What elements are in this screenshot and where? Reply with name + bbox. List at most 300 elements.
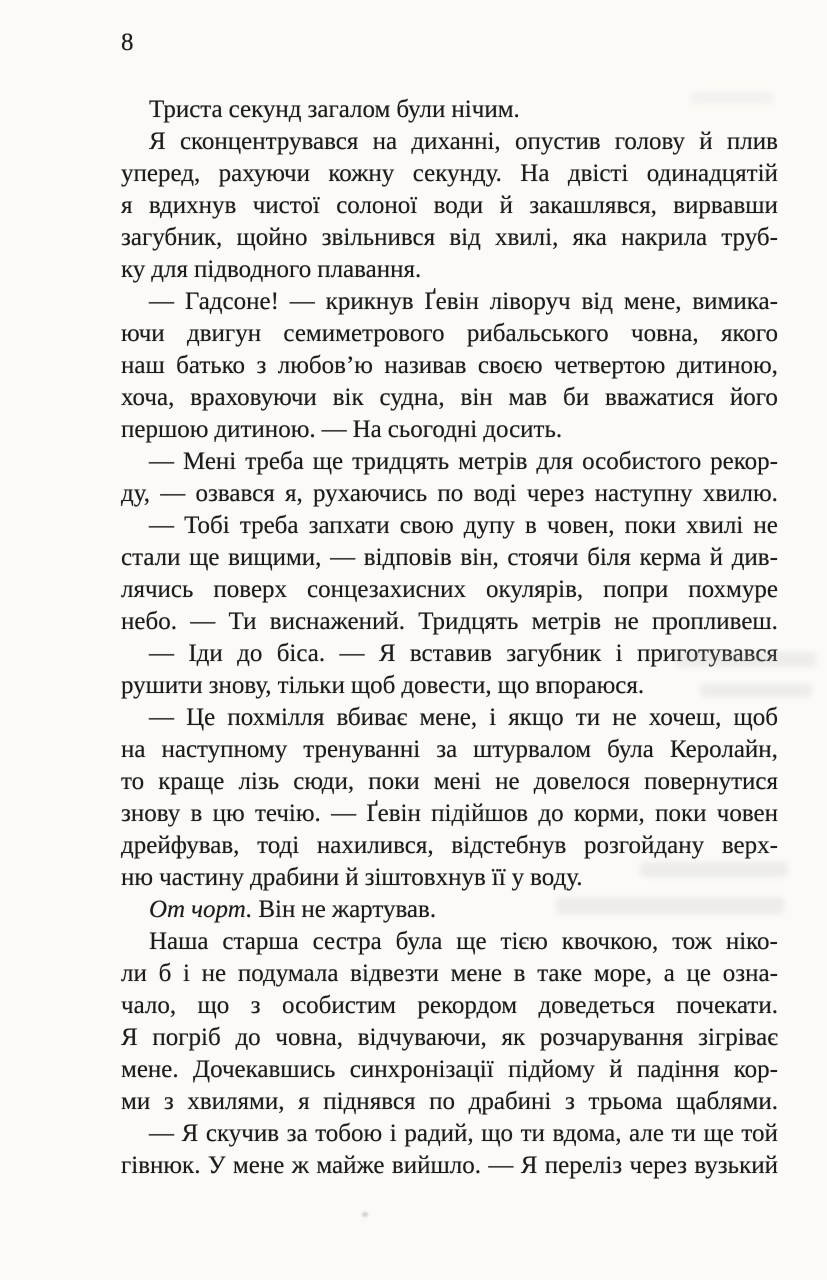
word: якщо: [508, 704, 564, 731]
word: за: [286, 1120, 308, 1147]
word: відстебнув: [451, 832, 567, 859]
word: вузький: [694, 1152, 778, 1179]
word: Він: [258, 896, 296, 923]
word: не: [614, 608, 639, 635]
word: тобою: [315, 1120, 383, 1147]
word: відчуваючи,: [357, 1024, 487, 1051]
word: Я: [181, 1120, 199, 1147]
word: —: [289, 288, 315, 315]
word: човен: [716, 800, 778, 827]
word: див-: [731, 544, 778, 571]
text-line: [121, 542, 778, 574]
word: ще: [189, 544, 220, 571]
word: довелося: [533, 768, 630, 795]
text-line: [121, 414, 778, 446]
word: виснажений.: [269, 608, 405, 635]
text-line: [121, 574, 778, 606]
word: води: [433, 192, 484, 219]
text-line: [121, 126, 778, 158]
word: піднявся: [323, 1088, 416, 1115]
word: диханні,: [411, 128, 501, 155]
word: Тридцять: [418, 608, 519, 635]
word: сестра: [312, 928, 382, 955]
word: кор-: [733, 1056, 778, 1083]
word: через: [526, 480, 585, 507]
word: —: [160, 480, 186, 507]
word: дупу: [463, 512, 515, 539]
word: керма: [639, 544, 701, 571]
word: що: [197, 992, 230, 1019]
word: чистої: [252, 192, 320, 219]
word: секунд: [228, 96, 302, 123]
word: тільки: [277, 672, 345, 699]
word: подумала: [237, 960, 339, 987]
word: вимика-: [692, 288, 778, 315]
word: —: [149, 288, 174, 315]
word: по: [429, 1088, 455, 1115]
word: від: [581, 288, 613, 315]
word: Я: [121, 1024, 138, 1051]
word: гівнюк.: [121, 1152, 201, 1179]
word: сонцезахисних: [307, 576, 467, 603]
word: поверх: [213, 576, 288, 603]
word: драбини: [250, 864, 340, 891]
word: для: [151, 256, 188, 283]
word: хочеш,: [648, 704, 722, 731]
text-line: [121, 254, 778, 286]
word: дитиною,: [676, 352, 778, 379]
word: доведеться: [538, 992, 655, 1019]
word: почекати.: [676, 992, 778, 1019]
word: Це: [186, 704, 216, 731]
text-line: [121, 830, 778, 862]
word: це: [686, 960, 712, 987]
word: той: [741, 1120, 778, 1147]
word: з: [250, 992, 261, 1019]
word: він: [460, 384, 493, 411]
word: мене,: [623, 288, 682, 315]
word: майже: [316, 1152, 385, 1179]
word: підводного: [194, 256, 312, 283]
word: запхати: [308, 512, 390, 539]
word: приготувався: [636, 640, 778, 667]
word: судна,: [379, 384, 445, 411]
word: Дочекавшись: [193, 1056, 336, 1083]
word: і: [615, 640, 623, 667]
word: —: [321, 416, 347, 443]
word: ліворуч: [489, 288, 571, 315]
word: —: [330, 544, 356, 571]
word: корми,: [573, 800, 645, 827]
word: свою: [399, 512, 454, 539]
word: у: [511, 864, 525, 891]
word: хвилю.: [702, 480, 778, 507]
scan-artifact: [640, 862, 788, 877]
word: не: [612, 704, 637, 731]
word: щоб: [733, 704, 778, 731]
word: тридцять: [352, 448, 450, 475]
word: досить.: [483, 416, 563, 443]
word: впораюся.: [535, 672, 645, 699]
word: озвався: [195, 480, 275, 507]
text-line: [121, 1150, 778, 1182]
word: через: [629, 1152, 687, 1179]
word: його: [729, 384, 778, 411]
word: верх-: [721, 832, 778, 859]
word: переліз: [544, 1152, 623, 1179]
word: першою: [121, 416, 209, 443]
word: з: [256, 352, 267, 379]
word: Наша: [149, 928, 209, 955]
word: частину: [159, 864, 245, 891]
word: ти: [520, 1120, 545, 1147]
word: по: [437, 480, 464, 507]
word: розчарування: [539, 1024, 684, 1051]
text-line: [121, 958, 778, 990]
word: семиметрового: [283, 320, 445, 347]
word: —: [149, 704, 174, 731]
word: рекордом: [417, 992, 518, 1019]
word: мені: [433, 768, 482, 795]
word: була: [607, 736, 654, 763]
word: би: [563, 384, 590, 411]
word: мене: [450, 960, 502, 987]
word: до: [538, 800, 564, 827]
word: до: [235, 1024, 261, 1051]
word: хоча,: [121, 384, 175, 411]
word: похмілля: [227, 704, 325, 731]
word: сюди,: [293, 768, 355, 795]
word: б: [158, 960, 172, 987]
word: наступну: [594, 480, 693, 507]
word: —: [339, 640, 365, 667]
word: для: [536, 448, 574, 475]
word: вдихнув: [148, 192, 237, 219]
word: поки: [624, 512, 676, 539]
text-line: [121, 1022, 778, 1054]
word: від: [449, 224, 481, 251]
word: батько: [176, 352, 246, 379]
word: враховуючи: [190, 384, 317, 411]
word: човен,: [546, 512, 615, 539]
word: відповів: [363, 544, 452, 571]
scan-artifact: [690, 92, 774, 104]
text-line: [121, 382, 778, 414]
word: —: [331, 800, 357, 827]
word: Ти: [228, 608, 257, 635]
word: хвилі,: [494, 224, 559, 251]
word: і: [389, 1120, 397, 1147]
text-line: [121, 734, 778, 766]
word: накрила: [621, 224, 708, 251]
word: знову: [121, 800, 181, 827]
word: ми: [121, 1088, 151, 1115]
word: загубник: [506, 640, 602, 667]
word: окулярів,: [486, 576, 584, 603]
word: своєю: [477, 352, 543, 379]
word: —: [149, 512, 174, 539]
word: і: [489, 704, 497, 731]
word: мене.: [121, 1056, 179, 1083]
word: особистого: [582, 448, 702, 475]
word: знову,: [208, 672, 272, 699]
word: біса.: [276, 640, 326, 667]
text-line: [121, 1118, 778, 1150]
word: ще: [703, 1120, 734, 1147]
word: дрейфував,: [121, 832, 240, 859]
word: ли: [121, 960, 147, 987]
word: двісті: [567, 160, 629, 187]
word: він,: [460, 544, 499, 571]
word: квочкою,: [561, 928, 659, 955]
word: Мені: [182, 448, 237, 475]
word: нахилився,: [316, 832, 434, 859]
word: з: [565, 1088, 575, 1115]
word: підйому: [508, 1056, 595, 1083]
scan-speck: [362, 1212, 368, 1217]
word: наш: [121, 352, 165, 379]
word: нічим.: [451, 96, 520, 123]
word: метрів: [531, 608, 602, 635]
scan-artifact: [676, 652, 816, 667]
word: в: [525, 512, 537, 539]
word: треба: [239, 512, 299, 539]
word: труб-: [721, 224, 778, 251]
word: ти: [575, 704, 601, 731]
word: до: [237, 640, 263, 667]
word: її: [491, 864, 506, 891]
word: Я: [520, 1152, 538, 1179]
word: трьома: [588, 1088, 663, 1115]
word: яка: [572, 224, 607, 251]
word: цю: [212, 800, 245, 827]
word: опустив: [514, 128, 601, 155]
word: сконцентрувався: [179, 128, 359, 155]
word: й: [609, 1056, 623, 1083]
word: —: [488, 1152, 514, 1179]
text-line: [121, 1086, 778, 1118]
word: щаблями.: [676, 1088, 778, 1115]
word: ку: [121, 256, 146, 283]
word: вважатися: [605, 384, 714, 411]
word: хвилями,: [187, 1088, 285, 1115]
text-line: [121, 606, 778, 638]
word: драбині: [468, 1088, 552, 1115]
word: вийшло.: [391, 1152, 481, 1179]
word: лізь: [238, 768, 280, 795]
word: з: [163, 1088, 174, 1115]
word: загубник,: [121, 224, 223, 251]
word: радий,: [404, 1120, 474, 1147]
word: —: [190, 608, 216, 635]
text-line: [121, 798, 778, 830]
word: мене,: [419, 704, 478, 731]
word: воду.: [530, 864, 583, 891]
word: довести,: [401, 672, 492, 699]
word: У: [207, 1152, 226, 1179]
word: треба: [245, 448, 304, 475]
word: в: [190, 800, 203, 827]
word: Ґевін: [366, 800, 421, 827]
word: на: [121, 736, 146, 763]
word: тож: [672, 928, 712, 955]
word: човна,: [631, 320, 699, 347]
word: не: [301, 896, 326, 923]
word: рухаючись: [312, 480, 428, 507]
text-line: [121, 926, 778, 958]
text-line: [121, 158, 778, 190]
word: тоді: [257, 832, 300, 859]
word: не: [201, 960, 227, 987]
word: ючи: [121, 320, 165, 347]
word: плавання.: [317, 256, 422, 283]
word: щоб: [350, 672, 396, 699]
word: метрів: [458, 448, 528, 475]
word: називав: [384, 352, 467, 379]
word: мене: [232, 1152, 285, 1179]
word: не: [753, 512, 778, 539]
word: повернутися: [644, 768, 778, 795]
word: Гадсоне!: [184, 288, 279, 315]
word: рекор-: [710, 448, 778, 475]
word: плив: [726, 128, 778, 155]
word: була: [395, 928, 443, 955]
word: поки: [655, 800, 707, 827]
word: щойно: [236, 224, 308, 251]
word: в: [513, 960, 526, 987]
text-line: [121, 94, 778, 126]
word: краще: [158, 768, 225, 795]
text-line: [121, 478, 778, 510]
word: штурвалом: [473, 736, 592, 763]
word: солоної: [336, 192, 418, 219]
word: жартував.: [331, 896, 437, 923]
text-line: [121, 446, 778, 478]
word: пропливеш.: [652, 608, 778, 635]
word: ніко-: [725, 928, 778, 955]
word: підійшов: [431, 800, 529, 827]
word: ти: [671, 1120, 696, 1147]
word: таке: [537, 960, 583, 987]
word: але: [629, 1120, 664, 1147]
text-line: [121, 350, 778, 382]
word: —: [149, 1120, 174, 1147]
text-line: [121, 222, 778, 254]
word: й: [499, 192, 513, 219]
word: уперед,: [121, 160, 201, 187]
page-number: 8: [121, 29, 134, 56]
word: й: [699, 128, 713, 155]
word: зігріває: [698, 1024, 778, 1051]
word: —: [149, 448, 174, 475]
word: ду,: [121, 480, 150, 507]
word: рахуючи: [218, 160, 310, 187]
word: сьогодні: [387, 416, 478, 443]
word: двигун: [187, 320, 262, 347]
word: чорт.: [191, 896, 253, 923]
word: ще: [456, 928, 487, 955]
word: я: [121, 192, 133, 219]
scan-artifact: [700, 684, 812, 697]
word: відвезти: [350, 960, 439, 987]
word: і: [183, 960, 190, 987]
word: любов’ю: [277, 352, 373, 379]
word: озна-: [722, 960, 778, 987]
word: крикнув: [325, 288, 414, 315]
word: вставив: [409, 640, 492, 667]
word: Триста: [149, 96, 223, 123]
word: поки: [368, 768, 420, 795]
word: мав: [508, 384, 548, 411]
word: Іди: [188, 640, 223, 667]
word: тією: [500, 928, 548, 955]
word: секунду.: [412, 160, 502, 187]
text-line: [121, 1054, 778, 1086]
word: біля: [587, 544, 631, 571]
word: стоячи: [507, 544, 579, 571]
word: воді: [473, 480, 517, 507]
word: море,: [593, 960, 653, 987]
word: чало,: [121, 992, 177, 1019]
text-line: [121, 702, 778, 734]
word: рушити: [121, 672, 203, 699]
word: на: [372, 128, 398, 155]
word: погріб: [152, 1024, 221, 1051]
word: за: [436, 736, 458, 763]
word: тренуванні: [303, 736, 421, 763]
word: вдома,: [552, 1120, 622, 1147]
word: течію.: [254, 800, 321, 827]
word: вік: [332, 384, 364, 411]
word: синхронізації: [349, 1056, 494, 1083]
word: ж: [291, 1152, 309, 1179]
word: звільнився: [321, 224, 436, 251]
word: що: [481, 1120, 514, 1147]
word: якого: [720, 320, 778, 347]
word: Ґевін: [424, 288, 479, 315]
text-line: [121, 766, 778, 798]
word: я: [298, 1088, 310, 1115]
text-line: [121, 670, 778, 702]
word: одинадцятій: [646, 160, 778, 187]
word: Я: [378, 640, 396, 667]
word: От: [149, 896, 186, 923]
word: На: [520, 160, 550, 187]
word: рибальського: [466, 320, 609, 347]
word: лячись: [121, 576, 194, 603]
text-line: [121, 510, 778, 542]
word: четвертою: [553, 352, 666, 379]
word: На: [352, 416, 382, 443]
word: похмуре: [688, 576, 778, 603]
scan-artifact: [556, 897, 784, 914]
word: небо.: [121, 608, 177, 635]
word: ню: [121, 864, 154, 891]
word: скучив: [205, 1120, 280, 1147]
word: голову: [614, 128, 686, 155]
word: стали: [121, 544, 181, 571]
word: наступному: [161, 736, 288, 763]
word: розгойдану: [584, 832, 705, 859]
text-line: [121, 286, 778, 318]
word: ще: [312, 448, 344, 475]
text-block: [121, 94, 778, 1182]
word: то: [121, 768, 145, 795]
word: кожну: [328, 160, 395, 187]
word: як: [501, 1024, 526, 1051]
word: особистим: [281, 992, 396, 1019]
word: човна,: [275, 1024, 343, 1051]
